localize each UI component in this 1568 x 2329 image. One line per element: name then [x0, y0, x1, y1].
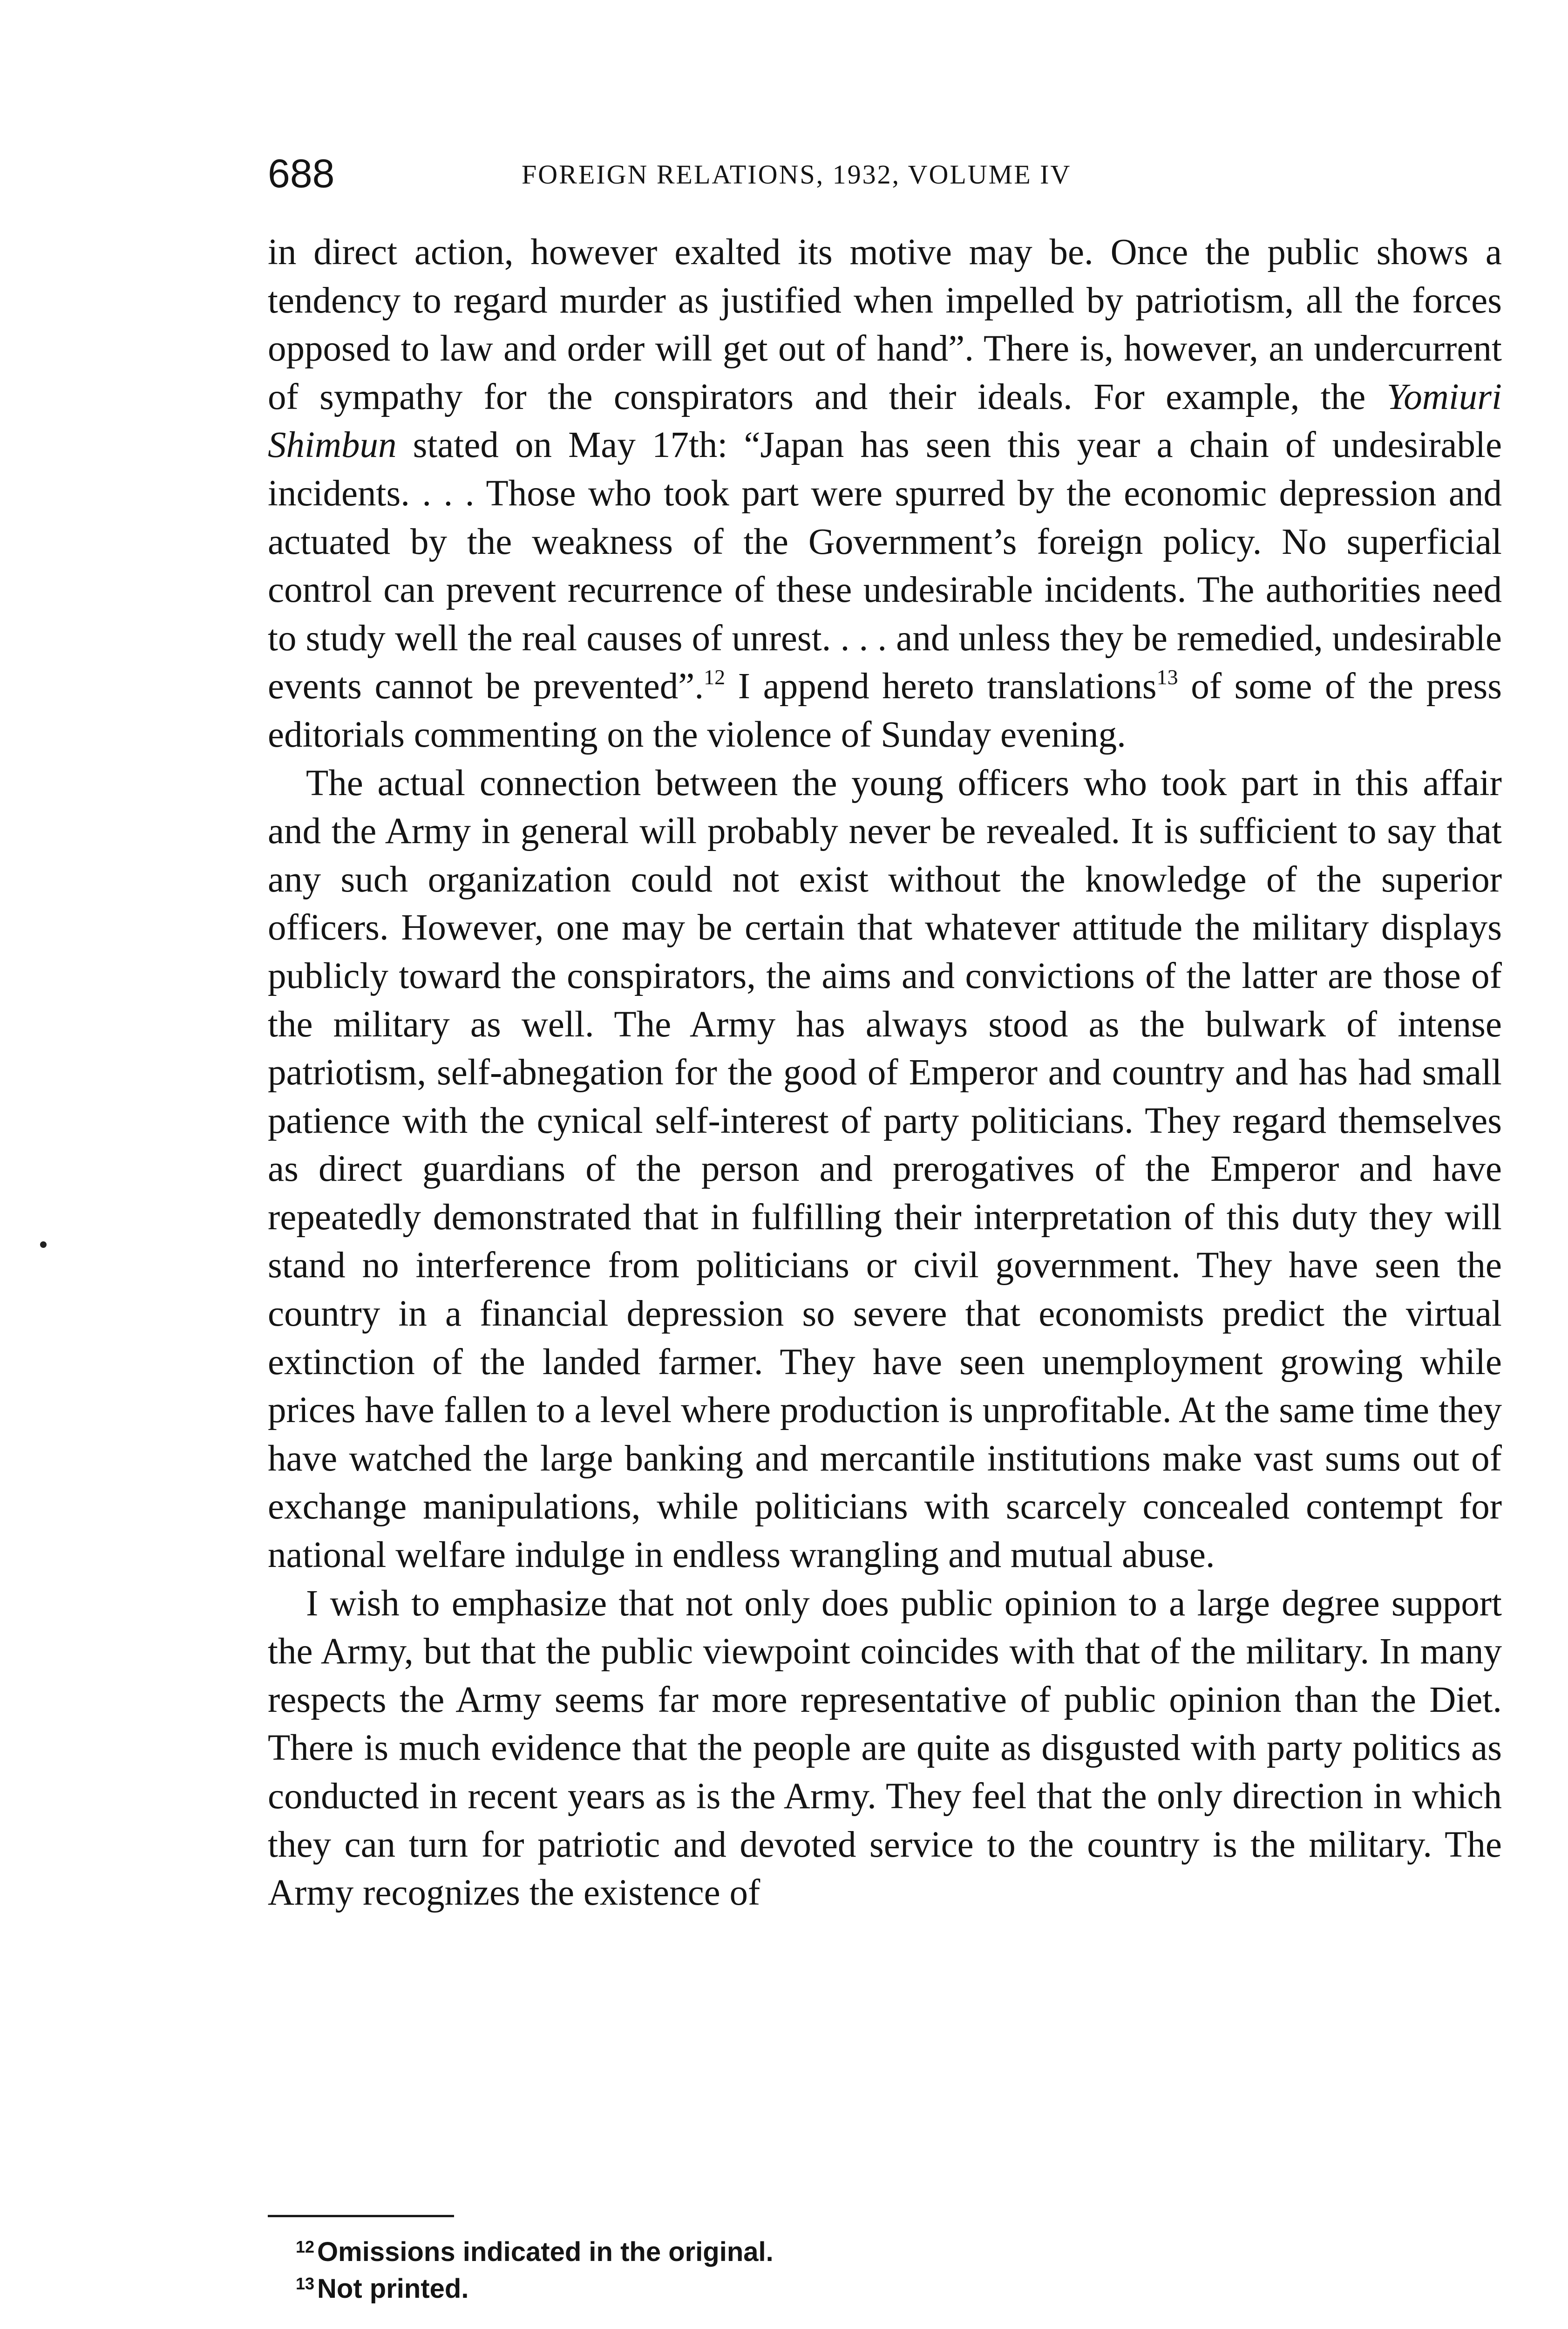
- footnote-12: [268, 2231, 1502, 2268]
- footnote-text: Omissions indicated in the original.: [317, 2237, 774, 2267]
- footnote-mark: 12: [296, 2237, 315, 2256]
- body-text: [268, 228, 1502, 1917]
- paragraph-1-part-d: of some of the press editorials commenting on the violence of Sunday evening.: [268, 666, 1502, 755]
- margin-mark: [40, 1241, 47, 1248]
- footnote-text: Not printed.: [317, 2274, 469, 2304]
- footnote-ref-13[interactable]: 13: [1156, 665, 1178, 689]
- newspaper-name: Yomiuri Shimbun: [268, 376, 1502, 466]
- paragraph-3: I wish to emphasize that not only does public opinion to a large degree support the Army, but that the public viewpoint coincides with that of the military. In many respects the Army seems far more representative of public opinion than the Diet. There is much evidence that the people are quite as disgusted with party politics as conducted in recent years as is the Army. They feel that the only direction in which they can turn for patriotic and devoted service to the country is the military. The Army recognizes the existence of: [268, 1583, 1502, 1914]
- footnote-13: [268, 2268, 1502, 2305]
- footnote-divider: [268, 2215, 454, 2217]
- paragraph-1: [268, 228, 1502, 759]
- footnote-ref-12[interactable]: 12: [704, 665, 726, 689]
- paragraph-1-part-a: in direct action, however exalted its motive may be. Once the public shows a tendency to regard murder as justified when impelled by patriotism, all the forces opposed to law and order will get out of hand”. There is, however, an undercurrent of sympathy for the conspirators and their ideals. For example, the: [268, 232, 1502, 417]
- page-number: 688: [268, 151, 335, 196]
- paragraph-1-part-b: stated on May 17th: “Japan has seen this year a chain of undesirable incidents. . . . Those who took part were spurred by the economic depression and actuated by the weakness of the Government’s foreign policy. No superficial control can prevent recurrence of these undesirable incidents. The authorities need to study well the real causes of unrest. . . . and unless they be remedied, undesirable events cannot be prevented”.: [268, 425, 1502, 707]
- paragraph-2: The actual connection between the young officers who took part in this affair and the Army in general will probably never be revealed. It is sufficient to say that any such organization could not exist without the knowledge of the superior officers. However, one may be certain that whatever attitude the military displays publicly toward the conspirators, the aims and convictions of the latter are those of the military as well. The Army has always stood as the bulwark of intense patriotism, self-abnegation for the good of Emperor and country and has had small patience with the cynical self-interest of party politicians. They regard themselves as direct guardians of the person and prerogatives of the Emperor and have repeatedly demonstrated that in fulfilling their interpretation of this duty they will stand no interference from politicians or civil government. They have seen the country in a financial depression so severe that economists predict the virtual extinction of the landed farmer. They have seen unemployment growing while prices have fallen to a level where production is unprofitable. At the same time they have watched the large banking and mercantile institutions make vast sums out of exchange manipulations, while politicians with scarcely concealed contempt for national welfare indulge in endless wrangling and mutual abuse.: [268, 763, 1502, 1576]
- footnote-mark: 13: [296, 2274, 315, 2293]
- paragraph-1-part-c: I append hereto translations: [738, 666, 1157, 707]
- running-title: FOREIGN RELATIONS, 1932, VOLUME IV: [522, 159, 1072, 190]
- footnotes: [268, 2231, 1502, 2305]
- page-header: [268, 148, 1502, 199]
